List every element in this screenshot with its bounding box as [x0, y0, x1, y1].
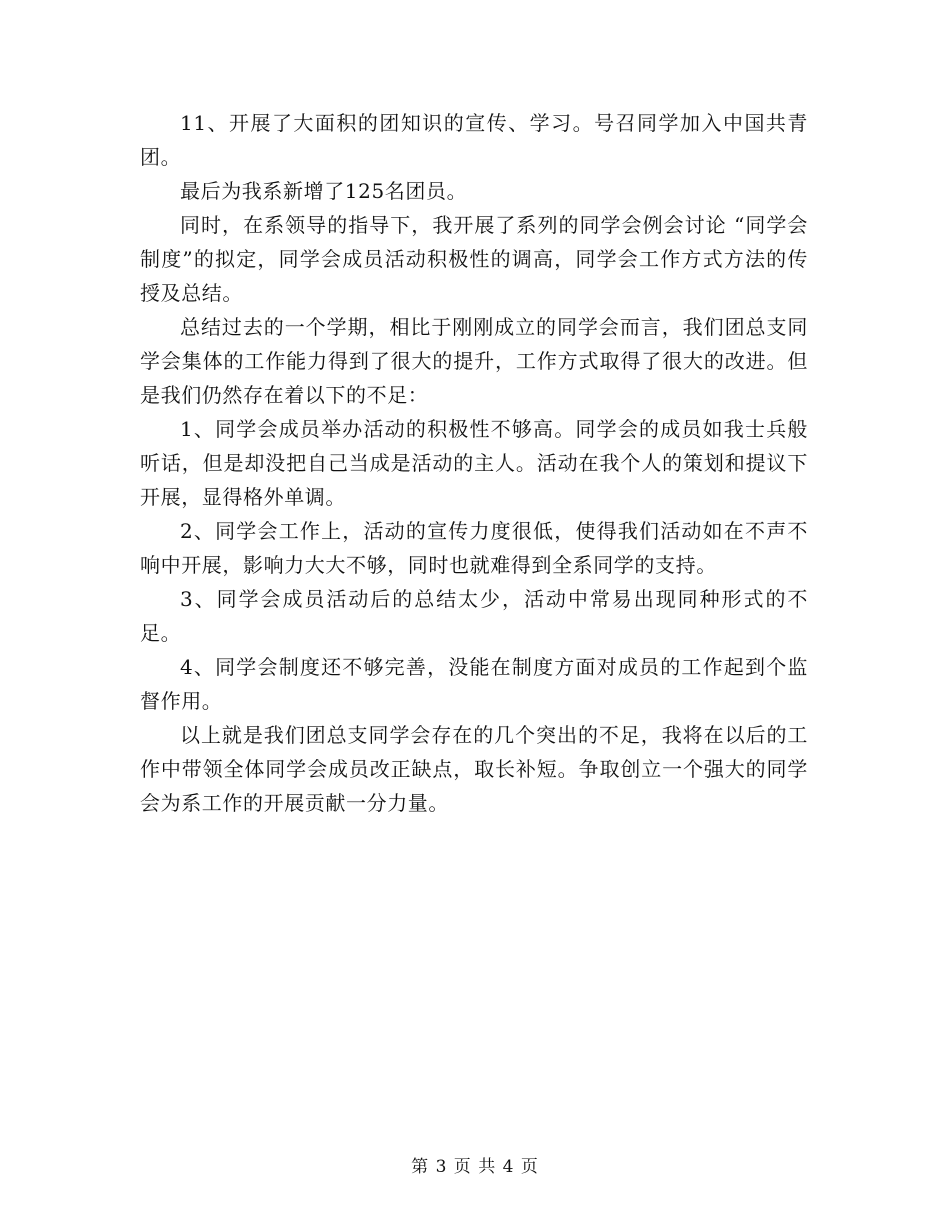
paragraph-new-members: 最后为我系新增了125名团员。 [180, 179, 468, 203]
paragraph-shortcoming-3: 3、同学会成员活动后的总结太少，活动中常易出现同种形式的不足。 [140, 587, 808, 645]
paragraph-shortcoming-2: 2、同学会工作上，活动的宣传力度很低，使得我们活动如在不声不响中开展，影响力大大不够，同时也就难得到全系同学的支持。 [140, 519, 808, 577]
paragraph-meetings: 同时，在系领导的指导下，我开展了系列的同学会例会讨论 “同学会制度”的拟定，同学会成员活动积极性的调高，同学会工作方式方法的传授及总结。 [140, 213, 808, 305]
page-number-label: 第 3 页 共 4 页 [411, 1157, 539, 1177]
paragraph-conclusion: 以上就是我们团总支同学会存在的几个突出的不足，我将在以后的工作中带领全体同学会成员改正缺点，取长补短。争取创立一个强大的同学会为系工作的开展贡献一分力量。 [140, 723, 808, 815]
paragraph-shortcoming-1: 1、同学会成员举办活动的积极性不够高。同学会的成员如我士兵般听话，但是却没把自己当成是活动的主人。活动在我个人的策划和提议下开展，显得格外单调。 [140, 417, 808, 509]
page-footer [0, 1152, 950, 1177]
document-body [140, 106, 808, 820]
paragraph-shortcoming-4: 4、同学会制度还不够完善，没能在制度方面对成员的工作起到个监督作用。 [140, 655, 808, 713]
paragraph-semester-summary: 总结过去的一个学期，相比于刚刚成立的同学会而言，我们团总支同学会集体的工作能力得到了很大的提升，工作方式取得了很大的改进。但是我们仍然存在着以下的不足： [140, 315, 808, 407]
paragraph-activity-11: 11、开展了大面积的团知识的宣传、学习。号召同学加入中国共青团。 [140, 111, 808, 169]
